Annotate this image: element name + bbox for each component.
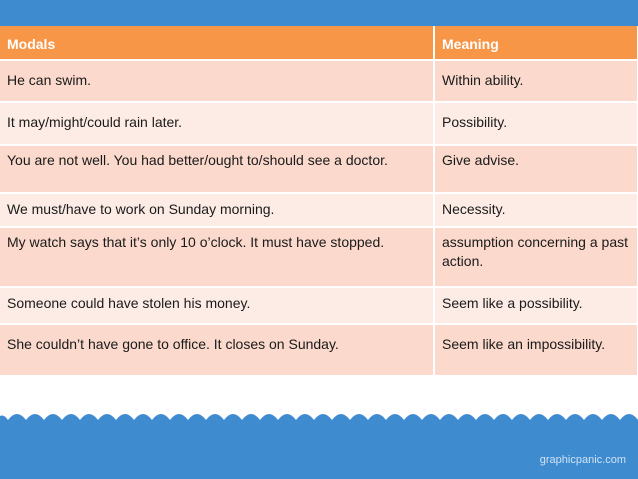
meaning-cell: Seem like an impossibility. — [434, 324, 638, 376]
modal-cell: She couldn’t have gone to office. It closes on Sunday. — [0, 324, 434, 376]
modal-cell: He can swim. — [0, 60, 434, 102]
meaning-cell: Give advise. — [434, 145, 638, 193]
meaning-cell: Necessity. — [434, 193, 638, 227]
header-meaning: Meaning — [434, 26, 638, 60]
modal-cell: You are not well. You had better/ought to/should see a doctor. — [0, 145, 434, 193]
modal-cell: It may/might/could rain later. — [0, 102, 434, 145]
watermark-text: graphicpanic.com — [539, 454, 626, 466]
table-row — [0, 102, 638, 145]
meaning-cell: Seem like a possibility. — [434, 287, 638, 324]
meaning-cell: Within ability. — [434, 60, 638, 102]
table-row — [0, 227, 638, 287]
table-header-row — [0, 26, 638, 60]
header-modals: Modals — [0, 26, 434, 60]
modal-cell: Someone could have stolen his money. — [0, 287, 434, 324]
table-row — [0, 193, 638, 227]
table-row — [0, 287, 638, 324]
top-blue-bar — [0, 0, 638, 26]
table-row — [0, 324, 638, 376]
meaning-cell: Possibility. — [434, 102, 638, 145]
meaning-cell: assumption concerning a past action. — [434, 227, 638, 287]
table-row — [0, 145, 638, 193]
wave-edge-decoration — [0, 400, 638, 430]
table-row — [0, 60, 638, 102]
modal-cell: My watch says that it’s only 10 o’clock. It must have stopped. — [0, 227, 434, 287]
modal-cell: We must/have to work on Sunday morning. — [0, 193, 434, 227]
bottom-wave-band — [0, 400, 638, 479]
modals-table — [0, 26, 638, 377]
